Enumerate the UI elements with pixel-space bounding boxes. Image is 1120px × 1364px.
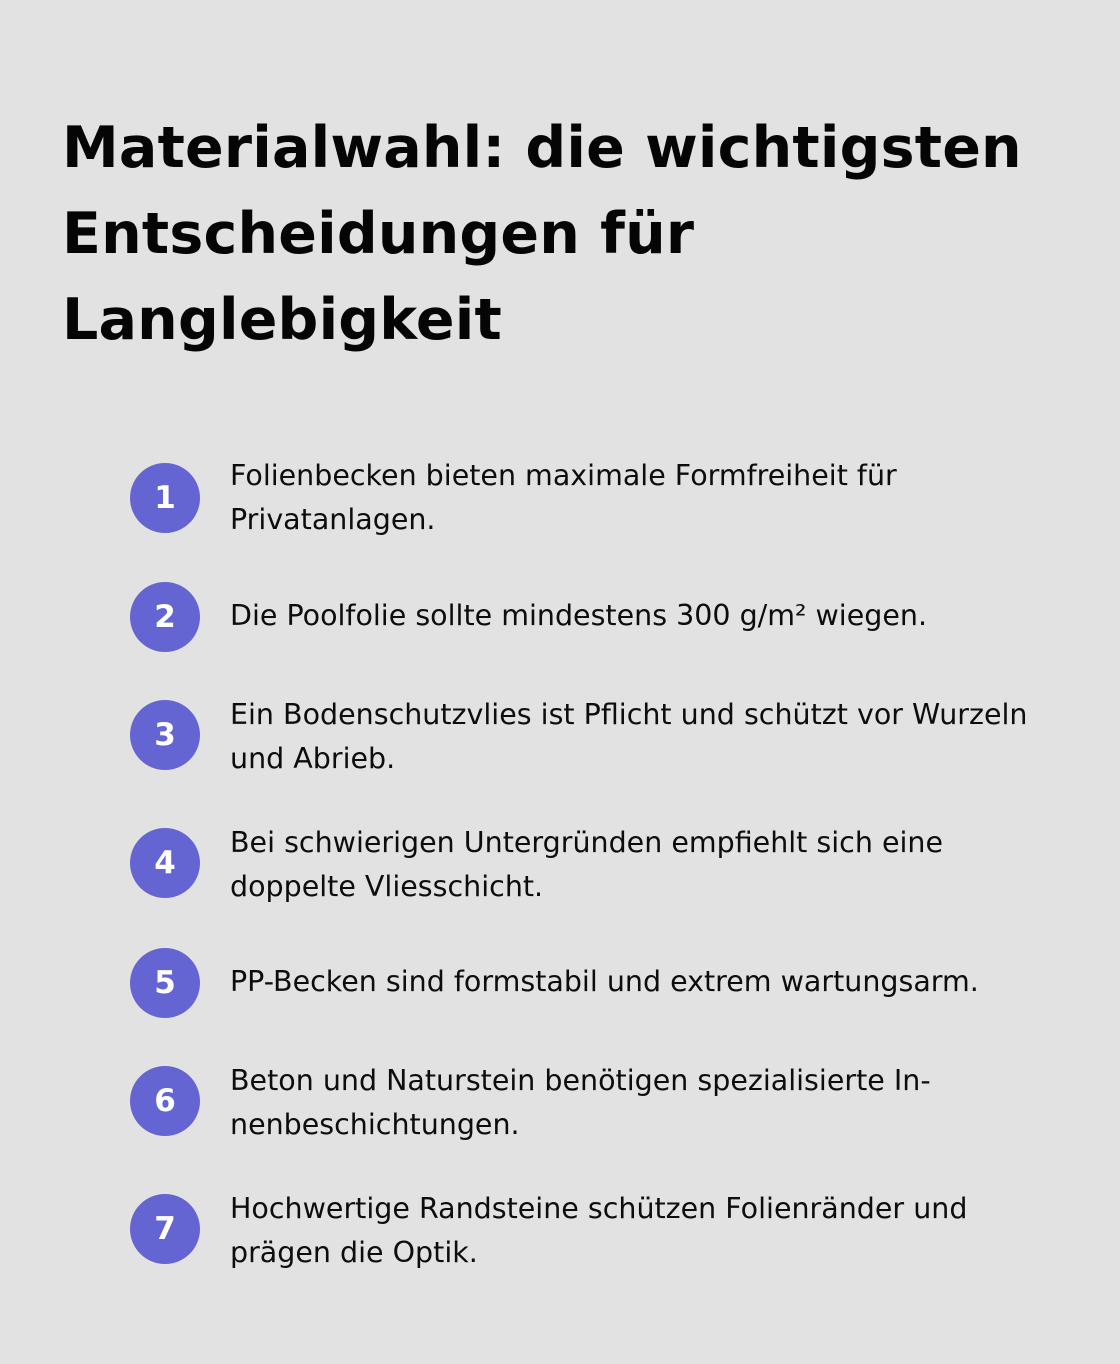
list-item-text: Bei schwierigen Untergründen empfiehlt sich eine doppelte Vliesschicht. — [230, 826, 944, 903]
list-item-text: Folienbecken bieten maximale Formfreiheit für Privatanlagen. — [230, 459, 897, 536]
step-number-badge: 5 — [130, 948, 200, 1018]
step-number-badge: 1 — [130, 463, 200, 533]
list-item-text: Ein Bodenschutzvlies ist Pflicht und schützt vor Wurzeln und Abrieb. — [230, 698, 1028, 775]
step-number-badge: 2 — [130, 582, 200, 652]
page-title: Materialwahl: die wichtigsten Entscheidungen für Langlebigkeit — [62, 115, 1022, 353]
step-number-badge: 6 — [130, 1066, 200, 1136]
step-number-badge: 3 — [130, 700, 200, 770]
list-item-text: Hochwertige Randsteine schützen Folienränder und prägen die Optik. — [230, 1192, 968, 1269]
list-item-text: Die Poolfolie sollte mindestens 300 g/m² wiegen. — [230, 599, 928, 632]
list-item-text: PP-Becken sind formstabil und extrem wartungsarm. — [230, 965, 979, 998]
step-number-badge: 7 — [130, 1194, 200, 1264]
list-item-text: Beton und Naturstein benötigen spezialisierte Innenbeschichtungen. — [230, 1064, 931, 1141]
step-number-badge: 4 — [130, 828, 200, 898]
